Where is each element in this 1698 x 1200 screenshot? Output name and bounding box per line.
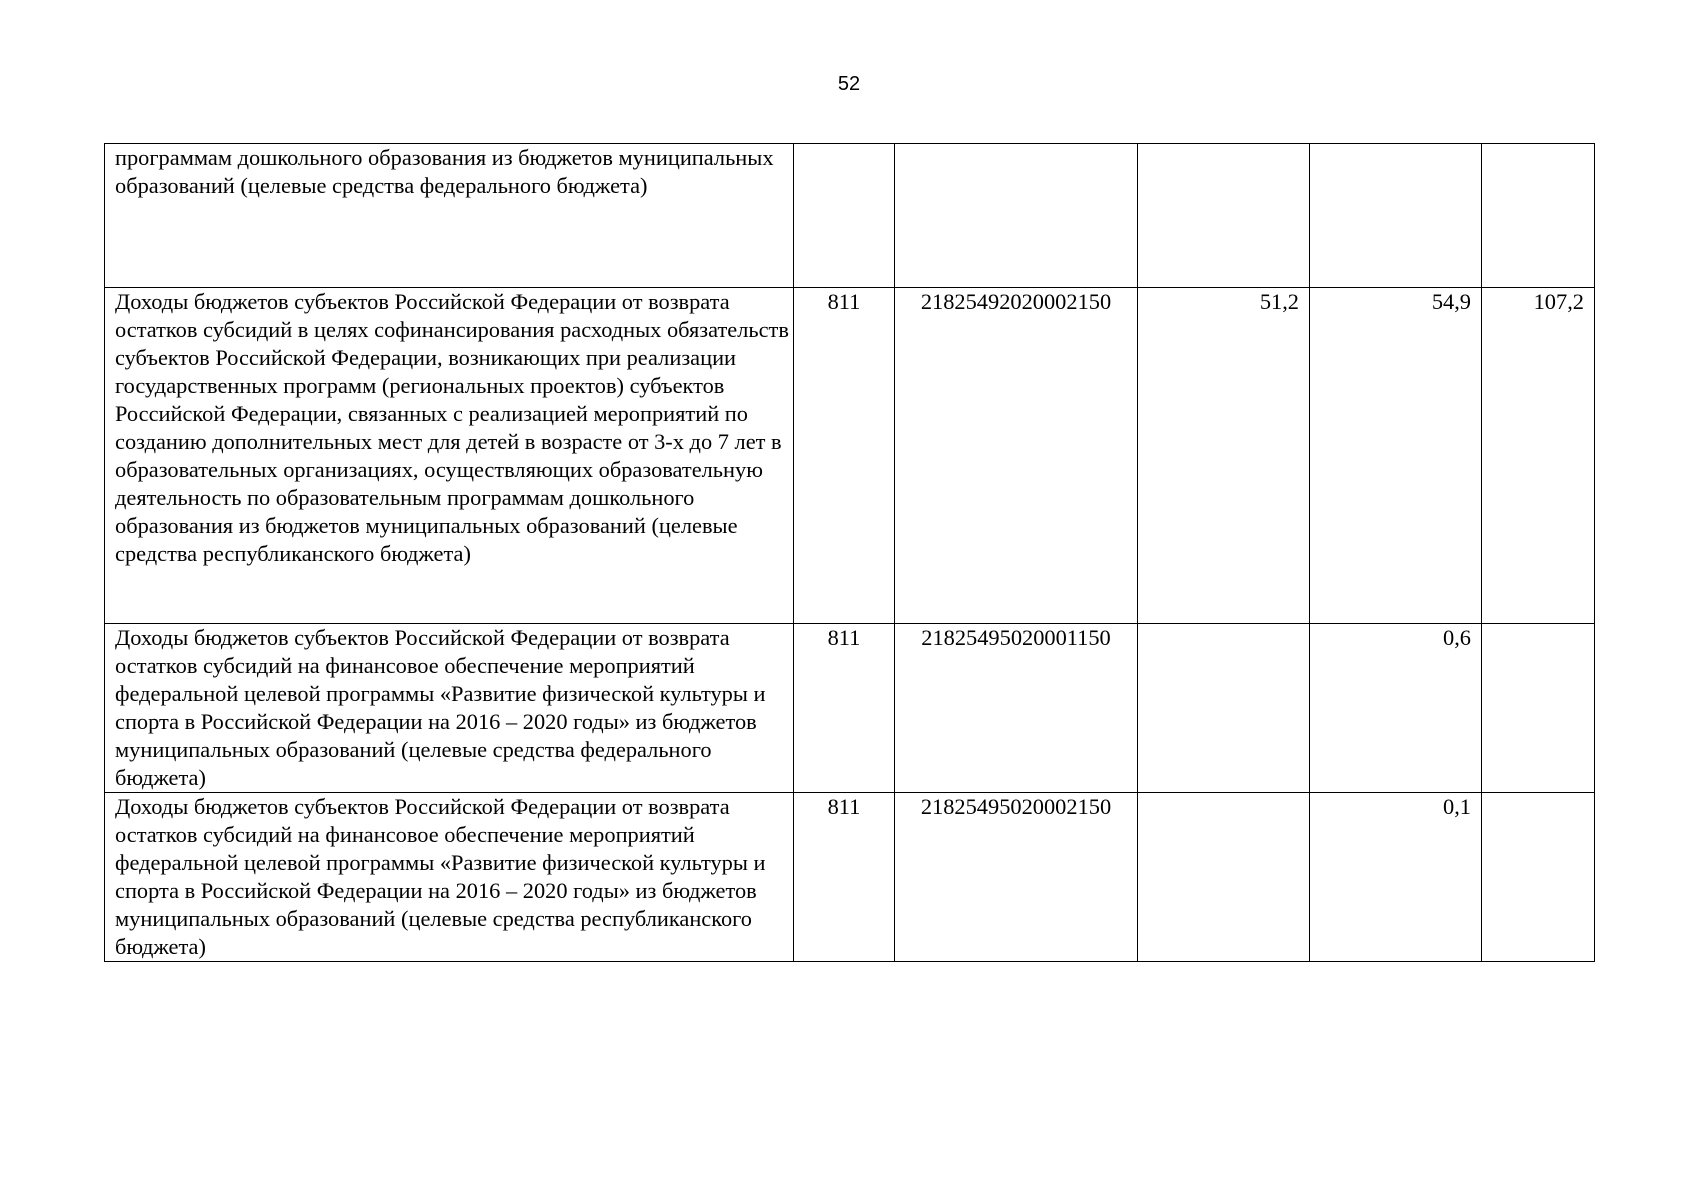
row-description: Доходы бюджетов субъектов Российской Федерации от возврата остатков субсидий в целях софинансирования расходных обязательств субъектов Российской Федерации, возникающих при реализации государственных программ (региональных проектов) субъектов Российской Федерации, связанных с реализацией мероприятий по созданию дополнительных мест для детей в возрасте от 3-х до 7 лет в образовательных организациях, осуществляющих образовательную деятельность по образовательным программам дошкольного образования из бюджетов муниципальных образований (целевые средства республиканского бюджета) [105, 288, 794, 624]
row-description: Доходы бюджетов субъектов Российской Федерации от возврата остатков субсидий на финансовое обеспечение мероприятий федеральной целевой программы «Развитие физической культуры и спорта в Российской Федерации на 2016 – 2020 годы» из бюджетов муниципальных образований (целевые средства республиканского бюджета) [105, 793, 794, 962]
row-value-2: 0,6 [1310, 624, 1482, 793]
row-value-3 [1482, 793, 1595, 962]
row-admin-code: 811 [794, 793, 895, 962]
row-budget-code [895, 144, 1138, 288]
row-admin-code [794, 144, 895, 288]
page-number: 52 [837, 73, 861, 95]
row-value-1 [1138, 144, 1310, 288]
row-value-2 [1310, 144, 1482, 288]
budget-table [104, 143, 1595, 962]
row-budget-code: 21825495020002150 [895, 793, 1138, 962]
row-budget-code: 21825492020002150 [895, 288, 1138, 624]
row-admin-code: 811 [794, 288, 895, 624]
table-row [105, 288, 1595, 624]
table-row [105, 624, 1595, 793]
row-value-2: 0,1 [1310, 793, 1482, 962]
row-value-1: 51,2 [1138, 288, 1310, 624]
row-value-2: 54,9 [1310, 288, 1482, 624]
row-description: Доходы бюджетов субъектов Российской Федерации от возврата остатков субсидий на финансовое обеспечение мероприятий федеральной целевой программы «Развитие физической культуры и спорта в Российской Федерации на 2016 – 2020 годы» из бюджетов муниципальных образований (целевые средства федерального бюджета) [105, 624, 794, 793]
row-value-3 [1482, 144, 1595, 288]
row-value-3: 107,2 [1482, 288, 1595, 624]
row-value-1 [1138, 793, 1310, 962]
table-row [105, 144, 1595, 288]
table-row [105, 793, 1595, 962]
row-description: программам дошкольного образования из бюджетов муниципальных образований (целевые средства федерального бюджета) [105, 144, 794, 288]
row-value-3 [1482, 624, 1595, 793]
row-budget-code: 21825495020001150 [895, 624, 1138, 793]
row-admin-code: 811 [794, 624, 895, 793]
row-value-1 [1138, 624, 1310, 793]
